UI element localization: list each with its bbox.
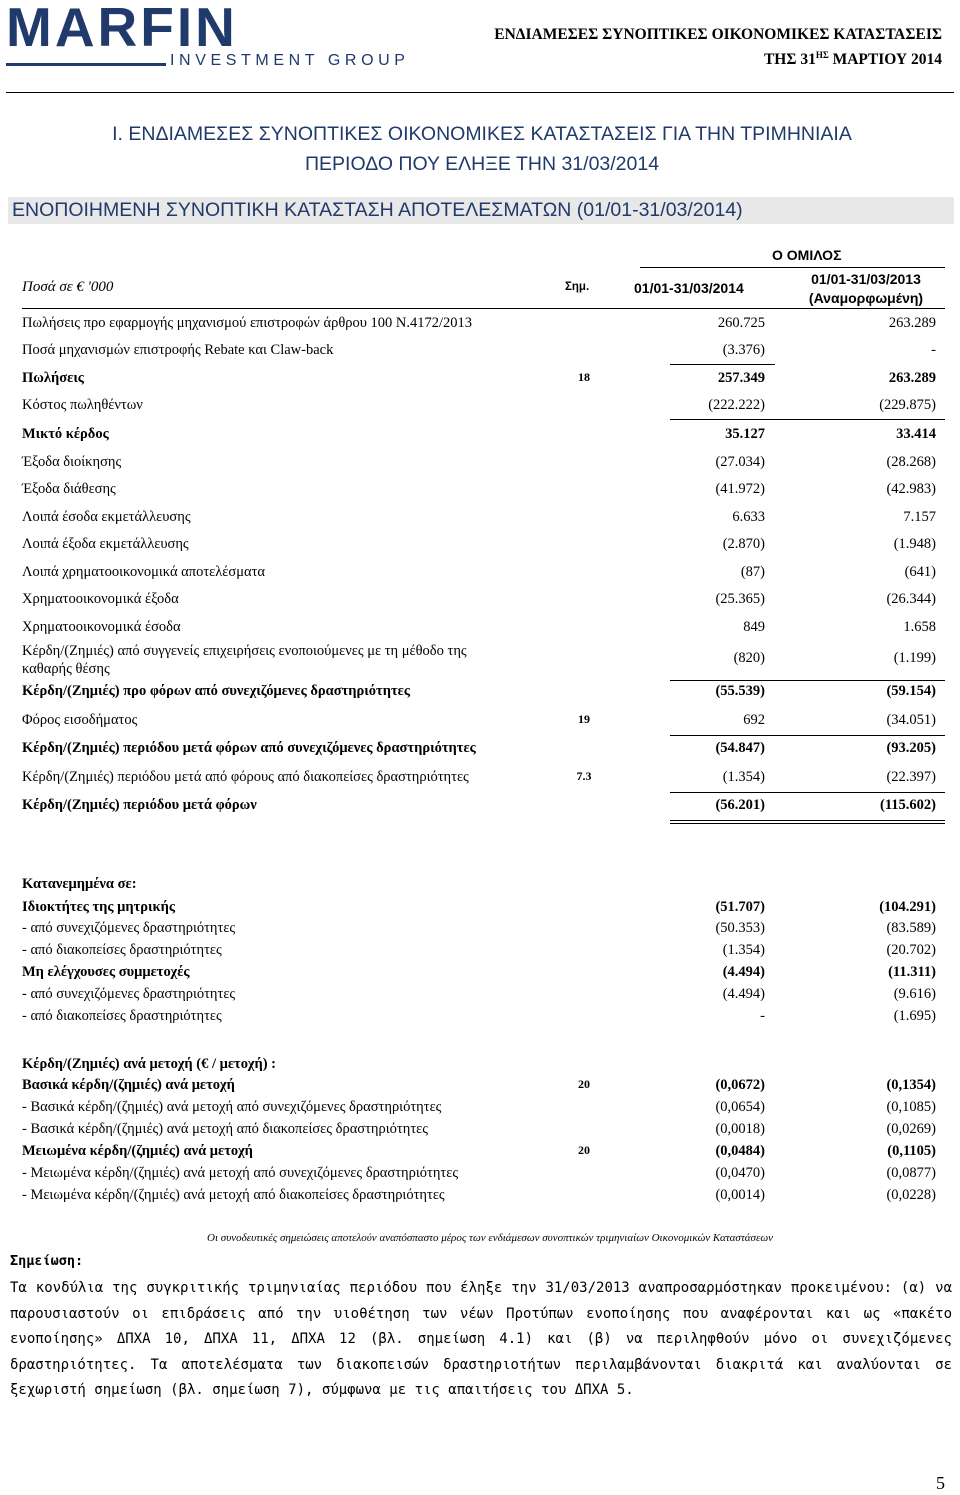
- header-date-prefix: ΤΗΣ 31: [763, 51, 816, 69]
- value-2013: (93.205): [886, 740, 936, 756]
- subtotal-rule: [670, 364, 775, 365]
- value-2014: (1.354): [722, 942, 765, 958]
- row-label: - από συνεχιζόμενες δραστηριότητες: [22, 986, 236, 1002]
- header-line1: ΕΝΔΙΑΜΕΣΕΣ ΣΥΝΟΠΤΙΚΕΣ ΟΙΚΟΝΟΜΙΚΕΣ ΚΑΤΑΣΤΑΣΕΙΣ: [494, 26, 942, 43]
- section-title-line2: ΠΕΡΙΟΔΟ ΠΟΥ ΕΛΗΞΕ ΤΗΝ 31/03/2014: [304, 153, 660, 175]
- note-heading: Σημείωση:: [10, 1253, 84, 1269]
- logo-subtitle: INVESTMENT GROUP: [170, 52, 410, 69]
- row-label: Λοιπά έξοδα εκμετάλλευσης: [22, 536, 189, 552]
- company-logo: [6, 0, 410, 70]
- value-2013: (83.589): [886, 920, 936, 936]
- amounts-unit-label: Ποσά σε € '000: [22, 279, 114, 295]
- value-2014: 849: [743, 619, 765, 635]
- value-2013: (0,0228): [886, 1187, 936, 1203]
- value-2013: (0,1105): [887, 1143, 936, 1159]
- value-2013: 263.289: [888, 370, 936, 386]
- subtotal-rule: [670, 735, 945, 736]
- section-title-line1: I. ΕΝΔΙΑΜΕΣΕΣ ΣΥΝΟΠΤΙΚΕΣ ΟΙΚΟΝΟΜΙΚΕΣ ΚΑΤΑΣΤΑΣΕΙΣ ΓΙΑ ΤΗΝ ΤΡΙΜΗΝΙΑΙΑ: [112, 123, 852, 145]
- value-2013: (22.397): [886, 769, 936, 785]
- value-2013: (641): [904, 564, 936, 580]
- row-label: Κέρδη/(Ζημιές) περιόδου μετά φόρων: [22, 797, 257, 813]
- value-2014: (87): [740, 564, 765, 580]
- value-2013: (0,0269): [886, 1121, 936, 1137]
- value-2013: (229.875): [879, 397, 936, 413]
- note-column-heading: Σημ.: [565, 281, 590, 293]
- value-2014: (820): [733, 650, 765, 666]
- note-ref: 19: [578, 712, 590, 726]
- row-label: Πωλήσεις: [22, 370, 84, 386]
- value-2013: (34.051): [886, 712, 936, 728]
- row-label: Μη ελέγχουσες συμμετοχές: [22, 964, 190, 980]
- value-2014: (50.353): [715, 920, 765, 936]
- row-label: Μειωμένα κέρδη/(ζημιές) ανά μετοχή: [22, 1143, 253, 1159]
- section-title: [14, 119, 950, 179]
- value-2013: (28.268): [886, 454, 936, 470]
- value-2014: (4.494): [722, 964, 765, 980]
- value-2014: (0,0654): [715, 1099, 765, 1115]
- value-2014: -: [760, 1008, 765, 1024]
- table-row: [22, 642, 945, 678]
- value-2014: (54.847): [715, 740, 765, 756]
- value-2014: (1.354): [722, 769, 765, 785]
- row-label: - Βασικά κέρδη/(ζημιές) ανά μετοχή από συνεχιζόμενες δραστηριότητες: [22, 1099, 442, 1115]
- column-header-rule: [22, 308, 945, 309]
- value-2014: 35.127: [725, 426, 765, 442]
- value-2014: (56.201): [715, 797, 765, 813]
- header-date-sup: ΗΣ: [815, 50, 829, 60]
- value-2013: (1.695): [893, 1008, 936, 1024]
- subtotal-rule: [670, 419, 945, 420]
- header-line2: [494, 45, 942, 70]
- value-2014: (0,0018): [715, 1121, 765, 1137]
- logo-underline: [6, 63, 166, 66]
- note-ref: 20: [578, 1077, 590, 1091]
- value-2013: (104.291): [879, 899, 936, 915]
- row-label: Μικτό κέρδος: [22, 426, 109, 442]
- value-2013: (1.199): [893, 650, 936, 666]
- value-2013: 33.414: [896, 426, 936, 442]
- value-2013: (59.154): [886, 683, 936, 699]
- period-2013-heading: [796, 270, 936, 308]
- value-2013: 7.157: [903, 509, 936, 525]
- value-2013: (11.311): [888, 964, 936, 980]
- value-2013: -: [931, 342, 936, 358]
- statement-title: ΕΝΟΠΟΙΗΜΕΝΗ ΣΥΝΟΠΤΙΚΗ ΚΑΤΑΣΤΑΣΗ ΑΠΟΤΕΛΕΣΜΑΤΩΝ (01/01-31/03/2014): [8, 197, 954, 224]
- value-2014: 257.349: [717, 370, 765, 386]
- value-2013: (0,0877): [886, 1165, 936, 1181]
- value-2014: (0,0470): [715, 1165, 765, 1181]
- row-label: Κέρδη/(Ζημιές) προ φόρων από συνεχιζόμενες δραστηριότητες: [22, 683, 410, 699]
- value-2014: (2.870): [722, 536, 765, 552]
- value-2013: (1.948): [893, 536, 936, 552]
- row-label: Ποσά μηχανισμών επιστροφής Rebate και Claw-back: [22, 342, 334, 358]
- value-2014: (25.365): [715, 591, 765, 607]
- row-label: Κέρδη/(Ζημιές) περιόδου μετά φόρων από συνεχιζόμενες δραστηριότητες: [22, 740, 476, 756]
- value-2014: (222.222): [708, 397, 765, 413]
- eps-title-text: Κέρδη/(Ζημιές) ανά μετοχή (€ / μετοχή) :: [22, 1056, 276, 1072]
- value-2014: (27.034): [715, 454, 765, 470]
- value-2013: 1.658: [903, 619, 936, 635]
- value-2014: 260.725: [717, 315, 765, 331]
- note-ref: 20: [578, 1143, 590, 1157]
- value-2013: (26.344): [886, 591, 936, 607]
- note-ref: 7.3: [576, 769, 592, 783]
- row-label: Λοιπά έσοδα εκμετάλλευσης: [22, 509, 191, 525]
- value-2014: (55.539): [715, 683, 765, 699]
- total-rule: [670, 792, 945, 793]
- value-2014: (0,0484): [715, 1143, 765, 1159]
- value-2014: (0,0672): [715, 1077, 765, 1093]
- value-2013: 263.289: [888, 315, 936, 331]
- value-2013: (42.983): [886, 481, 936, 497]
- row-label: Βασικά κέρδη/(ζημιές) ανά μετοχή: [22, 1077, 235, 1093]
- row-label: [22, 642, 467, 678]
- value-2014: 692: [743, 712, 765, 728]
- total-double-rule: [670, 823, 945, 824]
- allocated-title-text: Κατανεμημένα σε:: [22, 876, 137, 892]
- total-rule: [670, 820, 945, 821]
- row-label: - Μειωμένα κέρδη/(ζημιές) ανά μετοχή από διακοπείσες δραστηριότητες: [22, 1187, 445, 1203]
- row-label: Κόστος πωληθέντων: [22, 397, 143, 413]
- period-2013-heading-line2: (Αναμορφωμένη): [808, 290, 924, 306]
- row-label: - από συνεχιζόμενες δραστηριότητες: [22, 920, 236, 936]
- period-2014-heading: 01/01-31/03/2014: [634, 280, 744, 296]
- row-label: Χρηματοοικονομικά έξοδα: [22, 591, 179, 607]
- value-2013: (20.702): [886, 942, 936, 958]
- period-2013-heading-line1: 01/01-31/03/2013: [811, 271, 921, 287]
- row-label: Κέρδη/(Ζημιές) περιόδου μετά από φόρους από διακοπείσες δραστηριότητες: [22, 769, 469, 785]
- note-paragraph: Τα κονδύλια της συγκριτικής τριμηνιαίας περιόδου που έληξε την 31/03/2013 αναπροσαρμόστηκαν προκειμένου: (α) να παρουσιαστούν οι επιδράσεις από την υιοθέτηση των νέων Προτύπων ενοποίησης που αναφέρονται και ως «πακέτο ενοποίησης» ΔΠΧΑ 10, ΔΠΧΑ 11, ΔΠΧΑ 12 (βλ. σημείωση 4.1) και (β) να περιληφθούν μόνο οι συνεχιζόμενες δραστηριότητες. Τα αποτελέσματα των διακοπεισών δραστηριοτήτων περιλαμβάνονται διακριτά και αναλύονται σε ξεχωριστή σημείωση (βλ. σημείωση 7), σύμφωνα με τις απαιτήσεις του ΔΠΧΑ 5.: [10, 1280, 952, 1398]
- row-label: Πωλήσεις προ εφαρμογής μηχανισμού επιστροφών άρθρου 100 Ν.4172/2013: [22, 315, 473, 331]
- note-ref: 18: [578, 370, 590, 384]
- header-divider: [6, 92, 954, 93]
- row-label: Έξοδα διάθεσης: [22, 481, 116, 497]
- value-2014: (41.972): [715, 481, 765, 497]
- value-2013: (9.616): [893, 986, 936, 1002]
- row-label: Έξοδα διοίκησης: [22, 454, 122, 470]
- row-label: Ιδιοκτήτες της μητρικής: [22, 899, 175, 915]
- subtotal-rule: [670, 680, 945, 681]
- value-2014: 6.633: [732, 509, 765, 525]
- header-date-suffix: ΜΑΡΤΙΟΥ 2014: [828, 51, 942, 69]
- row-label: Φόρος εισοδήματος: [22, 712, 138, 728]
- group-heading-rule: [640, 267, 945, 268]
- row-label-line1: Κέρδη/(Ζημιές) από συγγενείς επιχειρήσεις ενοποιούμενες με τη μέθοδο της: [22, 643, 467, 659]
- value-2014: (0,0014): [715, 1187, 765, 1203]
- page-number: 5: [936, 1473, 945, 1493]
- accompanying-notes-line: Οι συνοδευτικές σημειώσεις αποτελούν αναπόσπαστο μέρος των ενδιάμεσων συνοπτικών τριμηνιαίων Οικονομικών Καταστάσεων: [207, 1232, 773, 1244]
- group-column-heading: Ο ΟΜΙΛΟΣ: [772, 247, 842, 263]
- value-2014: (51.707): [715, 899, 765, 915]
- page-header: [494, 24, 942, 70]
- row-label: - Μειωμένα κέρδη/(ζημιές) ανά μετοχή από συνεχιζόμενες δραστηριότητες: [22, 1165, 459, 1181]
- row-label-line2: καθαρής θέσης: [22, 661, 110, 677]
- value-2013: (115.602): [880, 797, 936, 813]
- value-2013: (0,1354): [886, 1077, 936, 1093]
- row-label: - Βασικά κέρδη/(ζημιές) ανά μετοχή από διακοπείσες δραστηριότητες: [22, 1121, 428, 1137]
- value-2014: (4.494): [722, 986, 765, 1002]
- row-label: - από διακοπείσες δραστηριότητες: [22, 1008, 222, 1024]
- row-label: - από διακοπείσες δραστηριότητες: [22, 942, 222, 958]
- row-label: Λοιπά χρηματοοικονομικά αποτελέσματα: [22, 564, 265, 580]
- row-label: Χρηματοοικονομικά έσοδα: [22, 619, 181, 635]
- logo-wordmark: MARFIN: [6, 0, 238, 58]
- value-2014: (3.376): [722, 342, 765, 358]
- value-2013: (0,1085): [886, 1099, 936, 1115]
